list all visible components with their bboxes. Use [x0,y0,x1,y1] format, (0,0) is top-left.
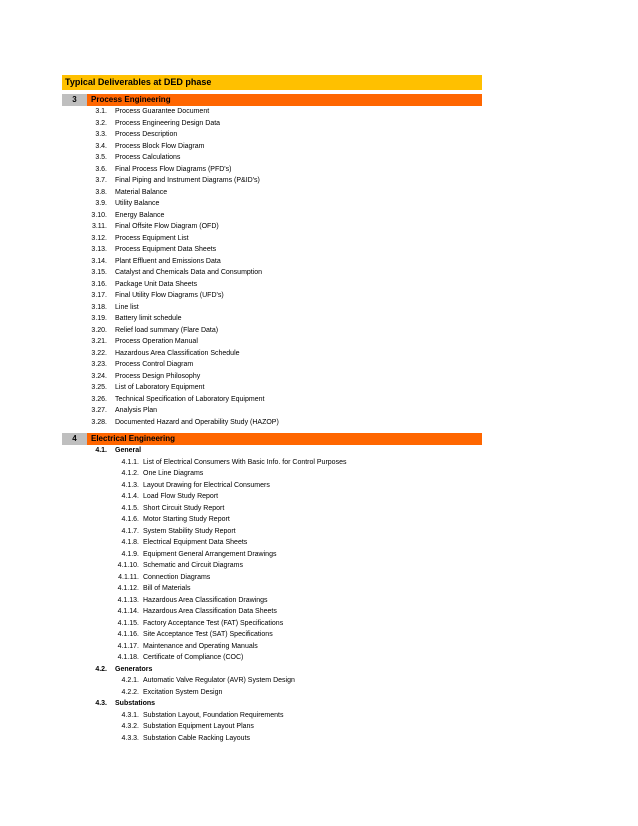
section-header-process-engineering [62,94,482,106]
item-number: 4.1.18. [117,654,139,661]
item-text: Site Acceptance Test (SAT) Specifications [143,631,273,638]
item-text: Package Unit Data Sheets [115,280,198,288]
item-text: Load Flow Study Report [143,493,219,500]
item-text: Equipment General Arrangement Drawings [143,550,277,558]
item-number: 4.1.3. [121,481,139,489]
item-number: 4.1.10. [117,562,139,569]
item-number: 4.1.6. [121,516,139,523]
item-number: 4.1.2. [121,470,139,477]
item-text: Hazardous Area Classification Drawings [143,596,268,604]
item-text: General [115,447,142,454]
item-number: 3.9. [95,200,107,207]
item-text: Motor Starting Study Report [143,516,230,523]
item-number: 3.13. [91,246,107,253]
item-text: Process Calculations [115,154,181,161]
item-number: 3.5. [95,154,107,161]
item-number: 4.1.9. [121,550,139,558]
item-number: 3.24. [91,372,107,380]
item-text: Short Circuit Study Report [143,504,225,512]
item-text: Analysis Plan [115,407,158,414]
item-number: 4.3.3. [121,734,139,742]
item-number: 3.28. [91,418,107,426]
item-text: Substation Cable Racking Layouts [143,734,251,742]
section-label: Electrical Engineering [91,434,176,443]
section-header-electrical-engineering [62,433,482,445]
item-text: Hazardous Area Classification Data Sheets [143,608,277,615]
item-text: List of Laboratory Equipment [115,384,205,391]
item-text: Final Offsite Flow Diagram (OFD) [115,223,219,230]
item-text: Process Operation Manual [115,338,198,345]
item-text: Electrical Equipment Data Sheets [143,539,248,546]
item-text: Process Equipment Data Sheets [115,246,217,253]
item-number: 4.1.15. [117,619,139,627]
item-text: Factory Acceptance Test (FAT) Specifications [143,619,284,627]
item-number: 4.1.17. [117,642,139,650]
item-number: 4.1.14. [117,608,139,615]
item-number: 4.1.5. [121,504,139,512]
item-number: 4.1.13. [117,596,139,604]
item-number: 4.1.11. [118,573,139,581]
item-text: Process Guarantee Document [115,108,210,115]
item-text: Relief load summary (Flare Data) [115,326,219,334]
item-number: 4.2.2. [121,688,139,696]
item-number: 3.27. [91,407,107,414]
item-number: 4.3.2. [121,723,139,730]
item-text: Substation Layout, Foundation Requirements [143,711,284,719]
item-text: Process Block Flow Diagram [115,142,205,150]
item-text: Connection Diagrams [143,573,211,581]
item-text: Automatic Valve Regulator (AVR) System Design [143,677,295,684]
item-number: 3.11. [91,223,107,230]
item-text: Certificate of Compliance (COC) [143,654,244,661]
item-text: Final Piping and Instrument Diagrams (P&ID's) [115,177,260,184]
document-title [62,75,482,90]
item-number: 3.25. [91,384,107,391]
item-number: 3.22. [91,349,107,357]
item-number: 3.15. [91,269,107,276]
document-title-text: Typical Deliverables at DED phase [65,77,212,87]
item-number: 4.2.1. [121,677,139,684]
item-number: 4.3.1. [121,711,139,719]
item-number: 3.3. [95,131,107,138]
item-number: 4.1.12. [117,585,139,592]
item-text: Excitation System Design [143,688,223,696]
item-text: Layout Drawing for Electrical Consumers [143,481,270,489]
item-text: Substation Equipment Layout Plans [143,723,254,730]
item-text: Battery limit schedule [115,315,182,322]
item-number: 4.1.4. [121,493,139,500]
item-number: 4.1.1. [121,458,139,466]
item-number: 3.8. [95,188,107,196]
item-text: Process Engineering Design Data [115,119,221,127]
item-number: 3.21. [91,338,107,345]
item-text: Bill of Materials [143,585,191,592]
item-text: Plant Effluent and Emissions Data [115,257,221,265]
item-text: Final Process Flow Diagrams (PFD's) [115,165,232,173]
item-number: 3.23. [91,361,107,368]
item-number: 3.16. [91,280,107,288]
item-number: 3.26. [91,395,107,403]
item-number: 4.3. [95,700,107,707]
item-text: Material Balance [115,188,168,196]
item-text: Process Design Philosophy [115,372,201,380]
item-text: Final Utility Flow Diagrams (UFD's) [115,292,224,299]
item-text: Documented Hazard and Operability Study (HAZOP) [115,418,279,426]
item-text: Utility Balance [115,200,160,207]
item-text: Schematic and Circuit Diagrams [143,562,243,569]
item-text: Substations [115,700,156,707]
item-text: Line list [115,303,139,311]
item-text: Catalyst and Chemicals Data and Consumption [115,269,263,276]
item-number: 3.20. [91,326,107,334]
item-text: Maintenance and Operating Manuals [143,642,258,650]
item-text: Hazardous Area Classification Schedule [115,349,240,357]
section-number: 4 [62,433,87,445]
item-number: 3.14. [91,257,107,265]
item-number: 4.1.16. [117,631,139,638]
item-number: 4.1. [95,447,107,454]
item-text: Process Equipment List [115,234,189,242]
item-text: Energy Balance [115,211,165,219]
item-number: 4.1.7. [121,527,139,535]
item-text: Process Description [115,131,178,138]
section-number: 3 [62,94,87,106]
item-number: 3.17. [91,292,107,299]
item-number: 3.10. [91,211,107,219]
item-number: 4.2. [95,665,107,673]
item-text: Generators [115,665,153,673]
item-number: 3.7. [95,177,107,184]
item-text: Technical Specification of Laboratory Equipment [115,395,265,403]
item-number: 3.19. [91,315,107,322]
item-text: List of Electrical Consumers With Basic Info. for Control Purposes [143,458,347,466]
item-number: 3.6. [95,165,107,173]
item-number: 3.2. [95,119,107,127]
item-number: 3.1. [95,108,107,115]
item-number: 3.12. [91,234,107,242]
item-text: System Stability Study Report [143,527,236,535]
item-number: 4.1.8. [121,539,139,546]
item-number: 3.4. [95,142,107,150]
item-number: 3.18. [91,303,107,311]
item-text: One Line Diagrams [143,470,204,477]
section-label: Process Engineering [91,95,171,104]
item-text: Process Control Diagram [115,361,194,368]
